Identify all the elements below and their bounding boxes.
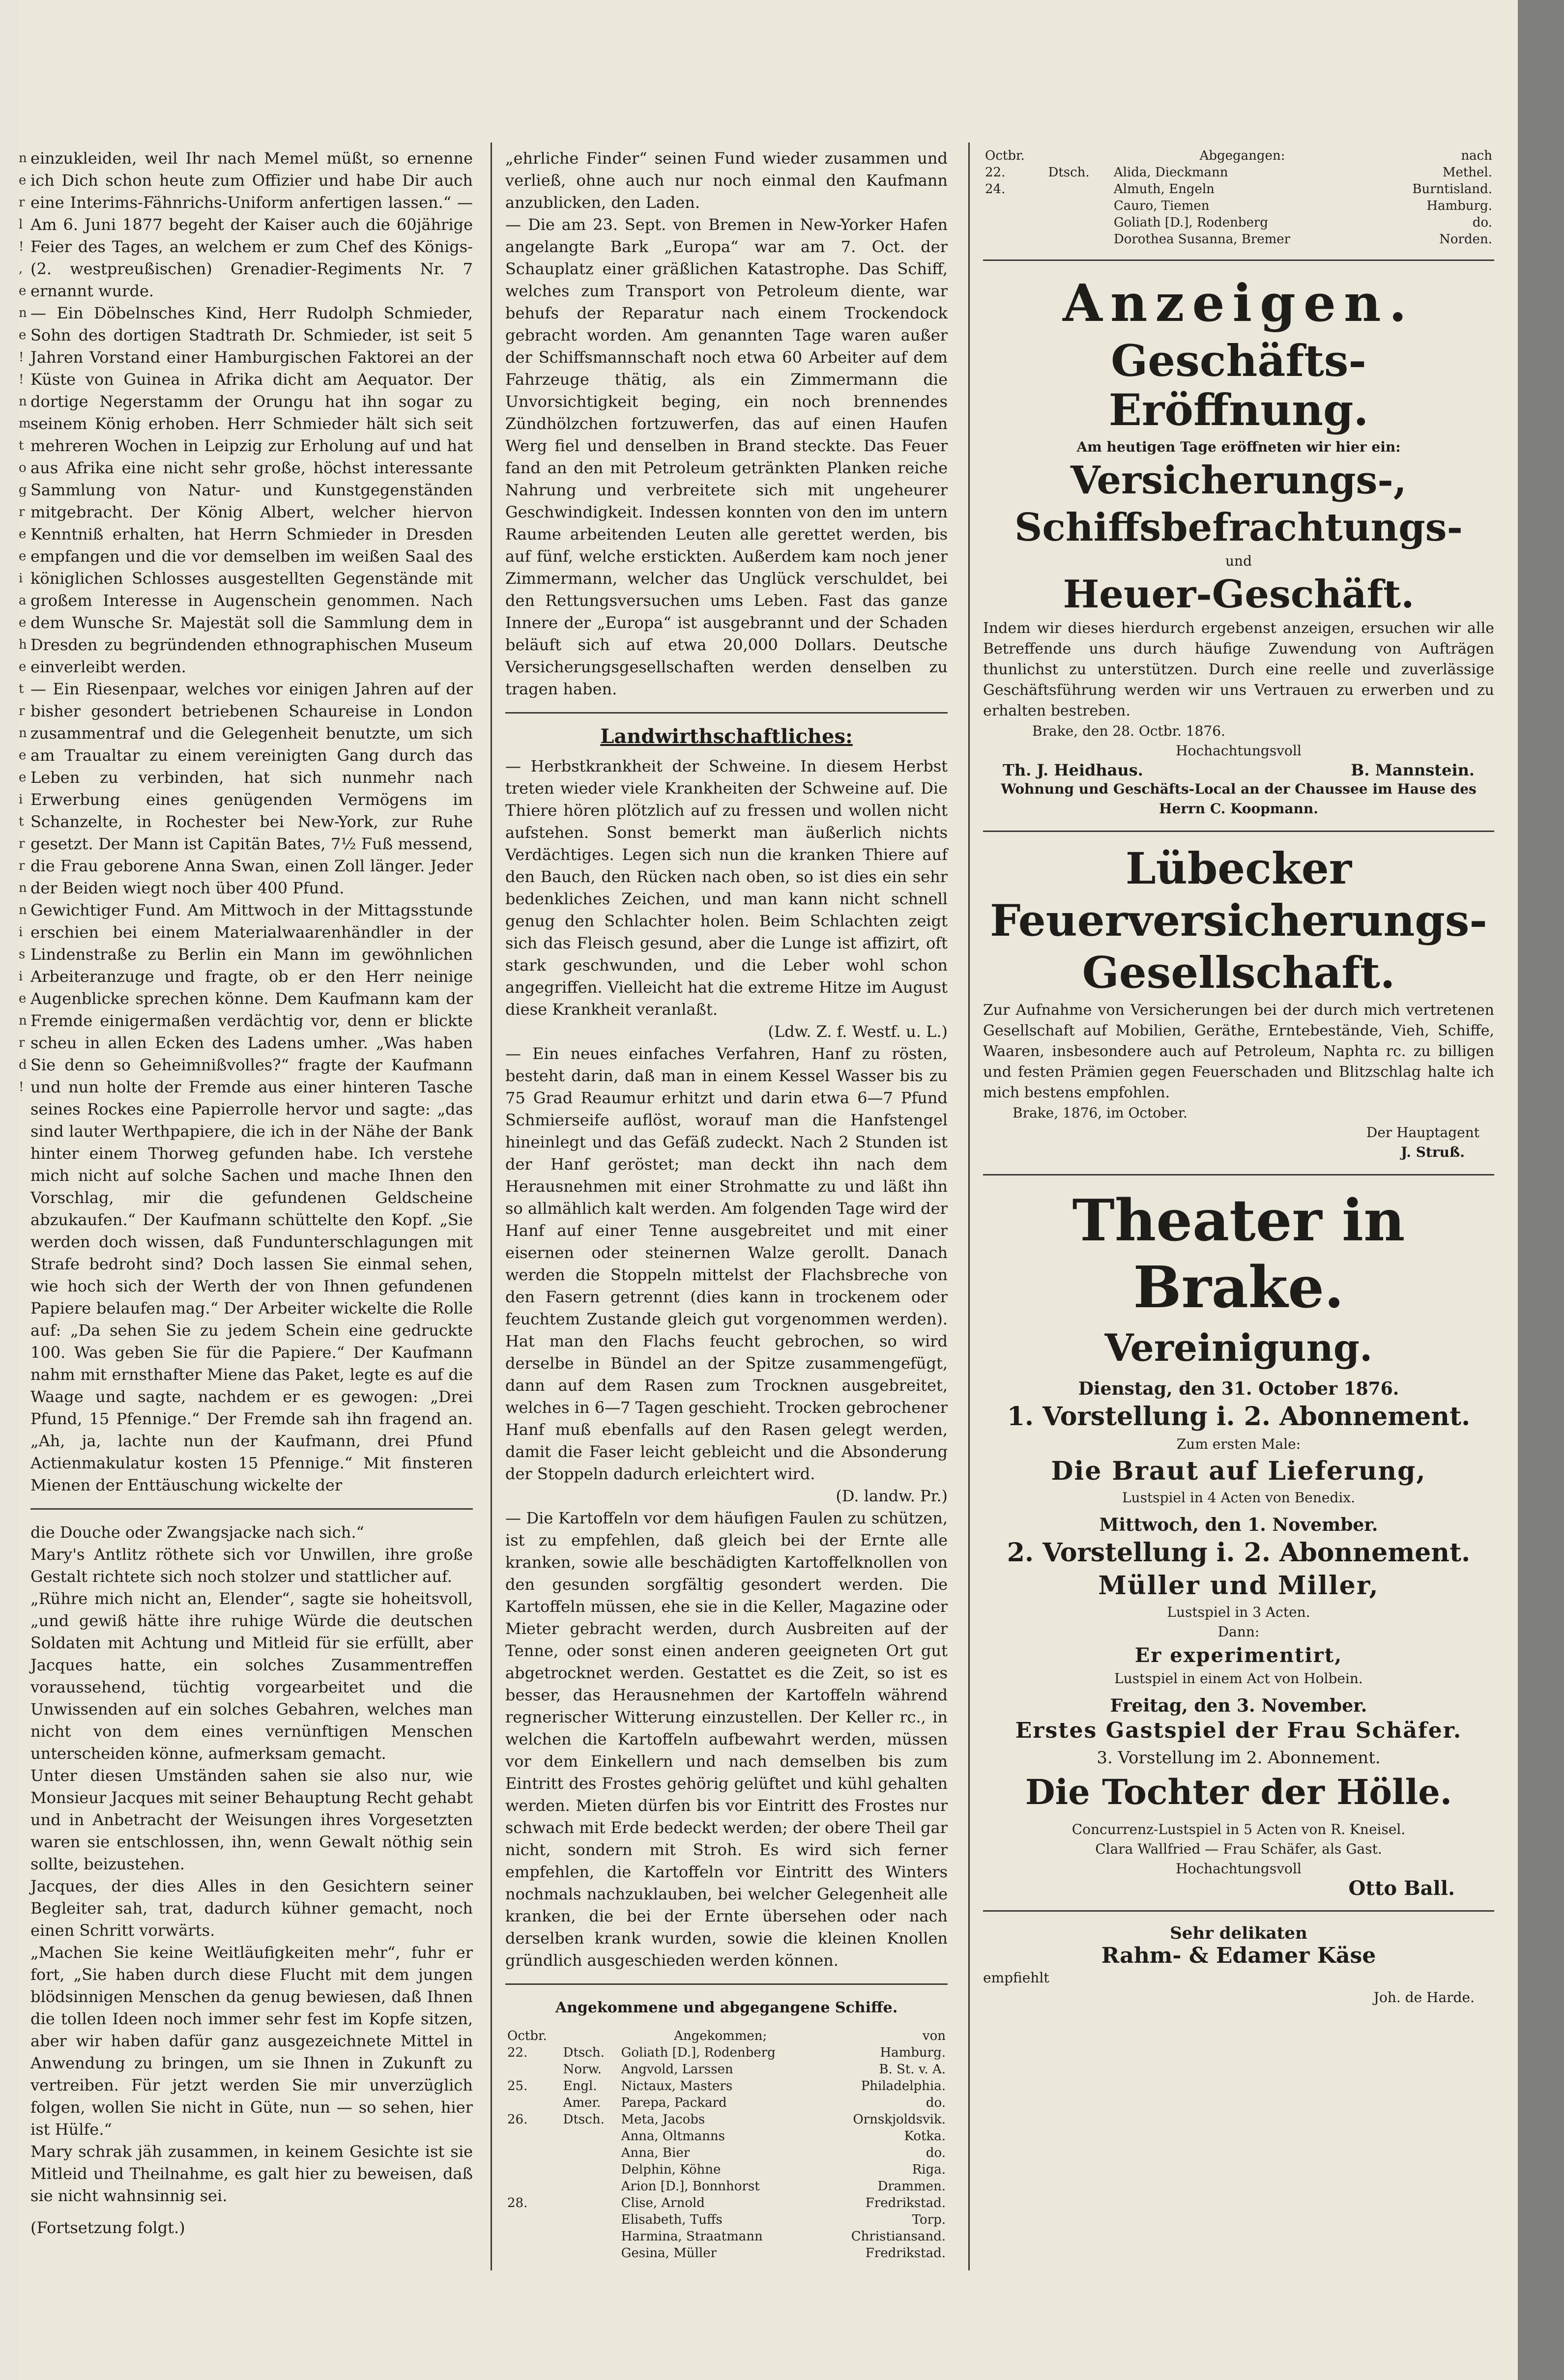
stub-letter: g [19,483,27,497]
column-1 [30,147,473,2239]
stub-letter: n [19,151,27,166]
stub-letter: e [19,549,27,564]
cast-note: Clara Wallfried — Frau Schäfer, als Gast. [1095,1841,1382,1857]
ships-header-cell: von [922,2029,946,2043]
ad-place-date: Brake, den 28. Octbr. 1876. [1032,723,1225,739]
ship-cell [505,2178,561,2195]
stub-letter: e [19,328,27,343]
stub-letter: o [19,460,27,475]
stub-letter: t [19,682,24,696]
ship-cell: Angvold, Larssen [621,2062,733,2077]
ship-row [983,214,1494,231]
paragraph: Gewichtiger Fund. Am Mittwoch in der Mittagsstunde erschien bei einem Materialwaarenhändler in der Lindenstraße zu Berlin ein Mann im gewöhnlichen Arbeiteranzuge und fragte, ob er den Herr neinige Augenblicke sprechen könne. Dem Kaufmann kam der Fremde einigermaßen verdächtig vor, denn er blickte scheu in allen Ecken des Ladens umher. „Was haben Sie denn so Geheimnißvolles?“ fragte der Kaufmann und nun holte der Fremde aus einer hinteren Tasche seines Rockes eine Papierrolle hervor und sagte: „das sind lauter Werthpapiere, die ich in der Nähe der Bank hinter einem Thorweg gefunden habe. Ich verstehe mich nicht auf solche Sachen und mache Ihnen den Vorschlag, mir die gefundenen Geldscheine abzukaufen.“ Der Kaufmann schüttelte den Kopf. „Sie werden doch wissen, daß Fundunterschlagungen mit Strafe bedroht sind? Doch lassen Sie einmal sehen, wie hoch sich der Werth der von Ihnen gefundenen Papiere belaufen mag.“ Der Arbeiter wickelte die Rolle auf: „Da sehen Sie zu jedem Schein eine gedruckte 100. Was geben Sie für die Papiere.“ Der Kaufmann nahm mit ernsthafter Miene das Paket, legte es auf die Waage und sagte, nachdem er es gewogen: „Drei Pfund, 15 Pfennige.“ Der Fremde sah ihn fragend an. „Ah, ja, lachte nun der Kaufmann, drei Pfund Actienmakulatur kosten 15 Pfennige.“ Mit finsteren Mienen der Enttäuschung wickelte der [30,901,473,1494]
stub-letter: n [19,903,27,918]
ship-cell [983,214,1046,231]
stub-letter: i [19,792,23,807]
ship-row [983,198,1494,214]
section-divider [983,259,1494,261]
ad-place-date: Brake, 1876, im October. [1013,1105,1187,1121]
ship-cell: Cauro, Tiemen [1113,199,1210,213]
stub-letter: ! [19,1080,24,1094]
stub-letter: d [19,1058,27,1072]
ship-cell: Hamburg. [1426,199,1492,213]
ship-cell: 22. [985,165,1006,180]
performance-number: 1. Vorstellung i. 2. Abonnement. [1007,1402,1471,1432]
ship-cell: Hamburg. [880,2045,946,2060]
stub-letter: h [19,637,27,652]
ad-recommends: empfiehlt [983,1970,1049,1986]
ship-cell: Torp. [912,2212,946,2227]
stub-letter: e [19,527,27,542]
stub-letter: i [19,925,23,940]
ad-title: Geschäfts-Eröffnung. [1108,335,1369,435]
ship-cell: Goliath [D.], Rodenberg [621,2045,776,2060]
feuilleton-paragraph: Mary schrak jäh zusammen, in keinem Gesichte ist sie Mitleid und Theilnahme, es galt hier zu beweisen, daß sie nicht wahnsinnig sei. [30,2142,473,2205]
ad-greeting: Hochachtungsvoll [1176,743,1302,759]
ads-heading: Anzeigen. [1063,273,1415,333]
paragraph: — Ein Döbelnsches Kind, Herr Rudolph Schmieder, Sohn des dortigen Stadtrath Dr. Schmieder, ist seit 5 Jahren Vorstand einer Hamburgischen Faktorei an der Küste von Guinea in Afrika dicht am Aequator. Der dortige Negerstamm der Orungu hat ihn sogar zu seinem König erhoben. Herr Schmieder hält sich seit mehreren Wochen in Leipzig zur Erholung auf und hat aus Afrika eine nicht sehr große, höchst interessante Sammlung von Natur- und Kunstgegenständen mitgebracht. Der König Albert, welcher hiervon Kenntniß erhalten, hat Herrn Schmieder in Dresden empfangen und die vor demselben im weißen Saal des königlichen Schlosses ausgestellten Gegenstände mit großem Interesse in Augenschein genommen. Nach dem Wunsche Sr. Majestät soll die Sammlung dem in Dresden zu begründenden ethnographischen Museum einverleibt werden. [30,304,473,676]
feuilleton-paragraph: „Rühre mich nicht an, Elender“, sagte sie hoheitsvoll, „und gewiß hätte ihre ruhige Würde die deutschen Soldaten mit Achtung und Mitleid für sie erfüllt, aber Jacques hatte, ein solches Zusammentreffen voraussehend, tüchtig vorgearbeitet und die Unwissenden auf ein solches Gebahren, welches man nicht von dem eines vernünftigen Menschen unterscheiden könne, aufmerksam gemacht. [30,1589,473,1763]
stub-letter: r [19,505,25,519]
stub-letter: r [19,1035,25,1050]
stub-letter: n [19,394,27,409]
ship-cell: Philadelphia. [861,2079,946,2093]
ship-cell: Kotka. [904,2129,946,2144]
ship-cell: Alida, Dieckmann [1113,165,1228,180]
ad-name: J. Struß. [1401,1144,1465,1160]
ship-cell: Elisabeth, Tuffs [621,2212,723,2227]
play-title: Müller und Miller, [1098,1571,1379,1601]
play-title: Die Braut auf Lieferung, [1051,1456,1426,1486]
stub-letter: ! [19,372,24,387]
feuilleton-paragraph: „Machen Sie keine Weitläufigkeiten mehr“, fuhr er fort, „Sie haben durch diese Flucht mit dem jungen blödsinnigen Menschen da genug bewiesen, daß Ihnen die tollen Ideen noch immer sehr fest im Kopfe sitzen, aber wir haben dafür ganz ausgezeichnete Mittel in Anwendung zu bringen, um sie Ihnen in Zukunft zu vertreiben. Für jetzt werden Sie mir unverzüglich folgen, wollen Sie nicht in Güte, nun — so sehen, hier ist Hülfe.“ [30,1943,473,2139]
ad-line: Gesellschaft. [1082,947,1395,998]
ship-cell: Dtsch. [563,2045,605,2060]
ship-cell [561,2128,619,2145]
newspaper-page [19,0,1518,2380]
stub-letter: m [19,416,31,431]
stub-letter: e [19,284,27,298]
ship-cell: Clise, Arnold [621,2196,705,2210]
stub-letter: , [19,261,23,276]
ad-signatures [983,761,1494,779]
ad-cheese [983,1923,1494,2007]
ad-business-opening [983,336,1494,819]
ad-theater [983,1187,1494,1898]
ships-header-cell: Octbr. [507,2029,547,2043]
ship-cell: Parepa, Packard [621,2095,727,2110]
header-month: Octbr. [985,148,1025,163]
ship-cell: Harmina, Straatmann [621,2229,763,2244]
ship-cell: Dtsch. [563,2112,605,2127]
ship-cell: do. [1472,215,1492,230]
column-2 [505,147,948,2262]
ship-row [505,2178,948,2195]
ad-divider [983,831,1494,832]
ship-row [505,2195,948,2211]
ship-cell [561,2195,619,2211]
ship-cell [505,2228,561,2245]
ship-row [505,2044,948,2061]
header-to: nach [1461,148,1492,163]
ship-row [505,2228,948,2245]
ad-body: Zur Aufnahme von Versicherungen bei der durch mich vertretenen Gesellschaft auf Mobilien, Geräthe, Erntebestände, Vieh, Schiffe, Waaren, insbesondere auch auf Petroleum, Naphta rc. zu billigen und festen Prämien gegen Feuerschaden und Blitzschlag halte ich mich bestens empfohlen. [983,1002,1494,1101]
ad-line: Sehr delikaten [1170,1923,1307,1943]
play-description: Lustspiel in einem Act von Holbein. [1114,1670,1363,1687]
performance-date: Mittwoch, den 1. November. [1099,1515,1378,1535]
ship-cell [505,2094,561,2111]
ship-row [505,2211,948,2228]
header-departed: Abgegangen: [1199,148,1285,163]
ship-cell: Methel. [1442,165,1492,180]
stub-letter: ! [19,239,24,254]
stub-letter: r [19,704,25,718]
ship-cell: Norden. [1439,232,1492,247]
stub-letter: i [19,969,23,984]
ship-row [505,2111,948,2128]
stub-letter: a [19,593,27,608]
theater-title: Theater in Brake. [1072,1187,1405,1321]
ships-table [505,2028,948,2262]
paragraph: — Die am 23. Sept. von Bremen in New-Yorker Hafen angelangte Bark „Europa“ war am 7. Oct. der Schauplatz einer gräßlichen Katastrophe. Das Schiff, welches zum Transport von Petroleum diente, war behufs der Reparatur nach einem Trockendock gebracht worden. Am genannten Tage waren außer der Schiffsmannschaft noch etwa 60 Arbeiter auf dem Fahrzeuge thätig, als ein Zimmermann die Unvorsichtigkeit beging, ein noch brennendes Zündhölzchen fortzuwerfen, das auf einen Haufen Werg fiel und denselben in Brand steckte. Das Feuer fand an den mit Petroleum getränkten Planken reiche Nahrung und verbreitete sich mit ungeheurer Geschwindigkeit. Indessen konnten von den im untern Raume arbeitenden Leuten alle gerettet werden, bis auf fünf, welche erstickten. Außerdem kam noch jener Zimmermann, welcher das Unglück verschuldet, bei den Rettungsversuchen ums Leben. Fast das ganze Innere der „Europa“ ist ausgebrannt und der Schaden beläuft sich auf etwa 20,000 Dollars. Deutsche Versicherungsgesellschaften werden denselben zu tragen haben. [505,215,948,698]
ship-cell [1046,181,1111,198]
stub-letter: e [19,770,27,785]
ship-cell [1046,198,1111,214]
play-title: Die Tochter der Hölle. [1025,1772,1452,1812]
ad-intro: Am heutigen Tage eröffneten wir hier ein: [1076,439,1401,455]
ship-cell: do. [926,2095,946,2110]
ship-cell [561,2145,619,2161]
agri-paragraph: — Die Kartoffeln vor dem häufigen Faulen zu schützen, ist zu empfehlen, daß gleich bei der Ernte alle kranken, sowie alle beschädigten Kartoffelknollen von den gesunden sorgfältig gesondert werden. Die Kartoffeln müssen, ehe sie in die Keller, Magazine oder Mieter gebracht werden, durch Ausbreiten auf der Tenne, oder sonst einen anderen geeigneten Ort gut abgetrocknet werden. Gestattet es die Zeit, so ist es besser, das Herausnehmen der Kartoffeln während regnerischer Witterung einzustellen. Der Keller rc., in welchen die Kartoffeln aufbewahrt werden, müssen vor dem Einkellern und nach demselben bis zum Eintritt des Frostes gehörig gelüftet und kühl gehalten werden. Mieten dürfen bis vor Eintritt des Frostes nur schwach mit Erde bedeckt werden; der obere Theil gar nicht, sondern mit Stroh. Es wird sich ferner empfehlen, die Kartoffeln vor Eintritt des Winters nochmals nachzuklauben, bei welcher Gelegenheit alle kranken, die bei der Ernte übersehen oder nach derselben krank wurden, sowie die kleinen Knollen gründlich ausgeschieden werden können. [505,1509,948,1970]
ad-line: Rahm- & Edamer Käse [1101,1943,1376,1968]
stub-letter: e [19,748,27,763]
ad-line: Schiffsbefrachtungs- [1014,505,1463,550]
left-stub-letters [19,147,29,1098]
source-note: (Ldw. Z. f. Westf. u. L.) [768,1022,948,1041]
ships-header-cell: Angekommen; [674,2029,767,2043]
agri-paragraph: — Herbstkrankheit der Schweine. In diesem Herbst treten wieder viele Krankheiten der Schweine auf. Die Thiere hören plötzlich auf zu fressen und wollen nicht aufstehen. Sonst bemerkt man äußerlich nichts Verdächtiges. Legen sich nun die kranken Thiere auf den Bauch, den Rücken nach oben, so ist dies ein sehr bedenkliches Zeichen, und man kann nicht schnell genug den Schlachter holen. Beim Schlachten zeigt sich das Fleisch gesund, aber die Lunge ist affizirt, oft stark geschwunden, und die Leber wohl schon angegriffen. Vielleicht hat die extreme Hitze im August diese Krankheit veranlaßt. [505,757,948,1019]
section-divider [505,712,948,714]
ship-cell: Gesina, Müller [621,2246,717,2261]
ship-row [505,2145,948,2161]
stub-letter: r [19,836,25,851]
performance-date: Dienstag, den 31. October 1876. [1078,1378,1399,1399]
ad-line: Heuer-Geschäft. [1063,572,1415,617]
ship-cell: Amer. [563,2095,601,2110]
ship-cell [505,2245,561,2262]
ship-cell [561,2245,619,2262]
ship-cell: Dorothea Susanna, Bremer [1113,232,1291,247]
stub-letter: e [19,660,27,674]
stub-letter: e [19,615,27,630]
ship-cell: Riga. [912,2162,946,2177]
ad-line: Lübecker [1125,843,1352,894]
play-description: Lustspiel in 3 Acten. [1167,1604,1310,1620]
ship-row [983,181,1494,198]
ships-title: Angekommene und abgegangene Schiffe. [555,1999,898,2016]
then-note: Dann: [1217,1624,1260,1640]
ship-cell [983,231,1046,248]
ship-cell: Anna, Oltmanns [621,2129,725,2144]
ad-divider [983,1910,1494,1912]
agri-paragraph: — Ein neues einfaches Verfahren, Hanf zu rösten, besteht darin, daß man in einem Kessel Wasser bis zu 75 Grad Reaumur erhitzt und darin etwa 6—7 Pfund Schmierseife auflöst, worauf man die Hanfstengel hineinlegt und das Gefäß zudeckt. Nach 2 Stunden ist der Hanf geröstet; man deckt ihn nach dem Herausnehmen mit einer Strohmatte zu und läßt ihn so allmählich kalt werden. Am folgenden Tage wird der Hanf auf einer Tenne ausgebreitet und mit einer eisernen oder steinernen Walze gerollt. Danach werden die Stoppeln mittelst der Flachsbreche von den Fasern getrennt (dies kann in trockenem oder feuchtem Zustande gleich gut vorgenommen werden). Hat man den Flachs feucht gebrochen, so wird derselbe in Bündel an der Spitze zusammengefügt, dann auf dem Rasen zum Trocknen ausgebreitet, welches in 6—7 Tagen geschieht. Trocken gebrochener Hanf muß ebenfalls auf den Rasen gelegt werden, damit die Faser leicht gebleicht und die Absonderung der Stoppeln dadurch erleichtert wird. [505,1044,948,1483]
ship-row [505,2061,948,2078]
departed-ships-table [983,147,1494,248]
feuilleton-paragraph: Unter diesen Umständen sahen sie also nur, wie Monsieur Jacques mit seiner Behauptung Recht gehabt und in Anbetracht der Weisungen ihres Vorgesetzten waren sie entschlossen, ihn, wenn Gewalt nöthig sein sollte, beizustehen. [30,1766,473,1873]
stub-letter: r [19,859,25,873]
ship-cell [505,2128,561,2145]
first-time-note: Zum ersten Male: [1176,1436,1301,1452]
ship-cell: Fredrikstad. [865,2246,946,2261]
ship-cell [561,2228,619,2245]
column-rule [491,143,492,2270]
paragraph: „ehrliche Finder“ seinen Fund wieder zusammen und verließ, ohne auch nur noch einmal den Kaufmann anzublicken, den Laden. [505,149,948,212]
paragraph: — Ein Riesenpaar, welches vor einigen Jahren auf der bisher gesondert betriebenen Schaureise in London zusammentraf und die Gelegenheit benutzte, um sich am Traualtar zu einem vereinigten Gang durch das Leben zu verbinden, hat sich nunmehr nach Erwerbung eines genügenden Vermögens im Schanzelte, in Rochester bei New-York, zur Ruhe gesetzt. Der Mann ist Capitän Bates, 7½ Fuß messend, die Frau geborene Anna Swan, einen Zoll länger. Jeder der Beiden wiegt noch über 400 Pfund. [30,680,473,897]
ship-cell [505,2211,561,2228]
ship-cell: Nictaux, Masters [621,2079,733,2093]
ship-row [505,2128,948,2145]
ad-line: Feuerversicherungs- [990,895,1487,946]
left-page-edge [0,0,20,2380]
signature: Th. J. Heidhaus. [1003,761,1143,779]
stub-letter: i [19,571,23,586]
ship-cell: Norw. [563,2062,602,2077]
ship-cell: Drammen. [877,2179,946,2194]
ship-row [505,2094,948,2111]
column-3 [983,147,1494,2007]
stub-letter: n [19,726,27,741]
ship-cell [505,2061,561,2078]
ad-body: Indem wir dieses hierdurch ergebenst anzeigen, ersuchen wir alle Betreffende uns durch häufige Zuwendung von Aufträgen thunlichst zu unterstützen. Durch eine reelle und zuverlässige Geschäftsführung werden wir uns Vertrauen zu erwerben und zu erhalten bestreben. [983,620,1494,719]
ship-cell: 22. [507,2045,528,2060]
ship-cell: Meta, Jacobs [621,2112,705,2127]
ship-cell [1046,231,1111,248]
stub-letter: r [19,195,25,210]
feuilleton-divider [30,1508,473,1510]
stub-letter: e [19,991,27,1006]
ship-cell [561,2178,619,2195]
ad-and: und [1225,553,1252,569]
stub-letter: e [19,173,27,188]
ship-cell: 24. [985,182,1006,197]
ship-row [983,231,1494,248]
ship-cell [983,198,1046,214]
ship-cell: Arion [D.], Bonnhorst [621,2179,760,2194]
ship-row [505,2078,948,2094]
ad-fire-insurance [983,844,1494,1162]
source-note: (D. landw. Pr.) [836,1487,948,1505]
paragraph: einzukleiden, weil Ihr nach Memel müßt, so ernenne ich Dich schon heute zum Offizier und habe Dir auch eine Interims-Fähnrichs-Uniform anfertigen lassen.“ — Am 6. Juni 1877 begeht der Kaiser auch die 60jährige Feier des Tages, an welchem er zum Chef des Königs- (2. westpreußischen) Grenadier-Regiments Nr. 7 ernannt wurde. [30,149,473,300]
ship-cell: Anna, Bier [621,2146,690,2160]
guest-performance: Erstes Gastspiel der Frau Schäfer. [1015,1718,1462,1743]
stub-letter: s [19,947,26,962]
stub-letter: ! [19,350,24,365]
ship-cell: Ornskjoldsvik. [853,2112,946,2127]
ad-address: Wohnung und Geschäfts-Local an der Chaussee im Hause des Herrn C. Koopmann. [1001,781,1477,817]
feuilleton-paragraph: Jacques, der dies Alles in den Gesichtern seiner Begleiter sah, trat, dadurch kühner gemacht, noch einen Schritt vorwärts. [30,1877,473,1940]
column-rule [968,143,970,2270]
ad-name: Joh. de Harde. [1373,1989,1475,2006]
ship-cell: B. St. v. A. [879,2062,946,2077]
theater-subtitle: Vereinigung. [1104,1326,1373,1370]
stub-letter: t [19,814,24,829]
ship-cell: Dtsch. [1048,165,1090,180]
stub-letter: n [19,1013,27,1028]
ad-line: Versicherungs-, [1071,458,1407,503]
ad-role: Der Hauptagent [1366,1124,1479,1141]
scan-background [1517,0,1564,2380]
stub-letter: l [19,217,23,232]
performance-number: 3. Vorstellung im 2. Abonnement. [1097,1748,1381,1768]
ship-cell: Engl. [563,2079,597,2093]
performance-number: 2. Vorstellung i. 2. Abonnement. [1007,1538,1471,1568]
feuilleton-paragraph: die Douche oder Zwangsjacke nach sich.“ [30,1523,364,1542]
ship-cell [561,2211,619,2228]
ship-cell: 26. [507,2112,528,2127]
ship-cell: do. [926,2146,946,2160]
performance-date: Freitag, den 3. November. [1110,1695,1367,1716]
signature: B. Mannstein. [1351,761,1475,779]
ship-cell [1046,214,1111,231]
ship-cell: Almuth, Engeln [1113,182,1215,197]
ship-row [505,2161,948,2178]
ad-divider [983,1174,1494,1176]
feuilleton-paragraph: Mary's Antlitz röthete sich vor Unwillen, ihre große Gestalt richtete sich noch stolzer und stattlicher auf. [30,1545,473,1586]
ship-cell: Goliath [D.], Rodenberg [1113,215,1268,230]
section-title: Landwirthschaftliches: [600,725,853,748]
play-title: Er experimentirt, [1134,1644,1343,1667]
section-divider [505,1983,948,1985]
ship-cell: Delphin, Köhne [621,2162,721,2177]
ship-cell [505,2145,561,2161]
ad-greeting: Hochachtungsvoll [1176,1861,1302,1877]
stub-letter: t [19,438,24,453]
play-description: Lustspiel in 4 Acten von Benedix. [1122,1490,1356,1506]
ship-row [505,2245,948,2262]
ship-cell: 28. [507,2196,528,2210]
ship-cell [561,2161,619,2178]
ships-header-cell [561,2028,619,2044]
ship-cell [505,2161,561,2178]
ad-name: Otto Ball. [1348,1877,1455,1900]
stub-letter: n [19,881,27,895]
stub-letter: n [19,306,27,320]
ship-cell: 25. [507,2079,528,2093]
continuation-note: (Fortsetzung folgt.) [30,2218,185,2237]
ship-cell: Fredrikstad. [865,2196,946,2210]
ship-cell: Burntisland. [1412,182,1492,197]
play-description: Concurrenz-Lustspiel in 5 Acten von R. Kneisel. [1072,1821,1406,1837]
ships-header-row [505,2028,948,2044]
ship-row [983,164,1494,181]
ship-cell: Christiansand. [851,2229,946,2244]
